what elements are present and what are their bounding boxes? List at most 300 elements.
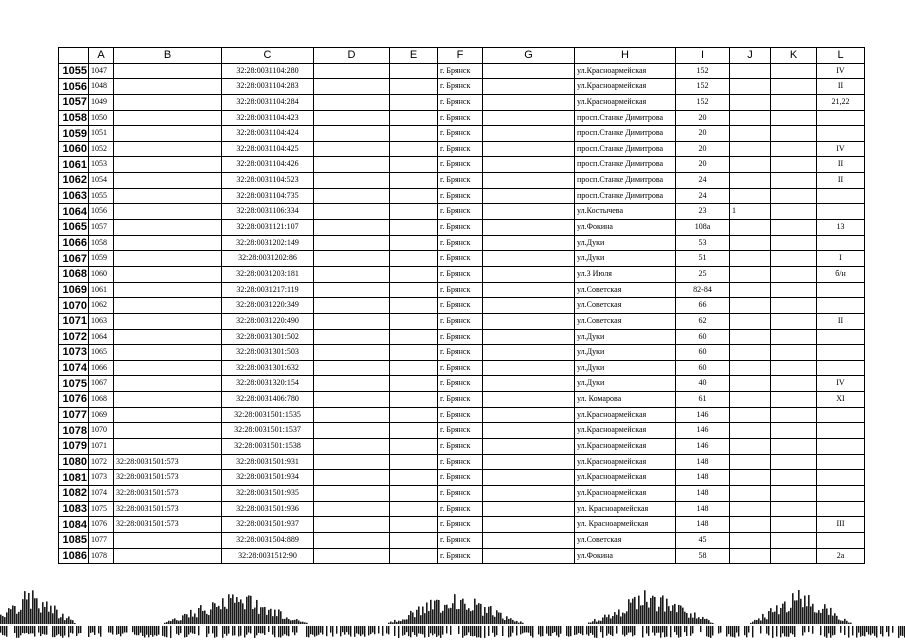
cell-e[interactable] <box>390 454 438 470</box>
cell-d[interactable] <box>314 439 390 455</box>
cell-i[interactable]: 60 <box>676 345 730 361</box>
cell-d[interactable] <box>314 235 390 251</box>
cell-l[interactable]: IV <box>817 63 865 79</box>
cell-f[interactable]: г. Брянск <box>438 548 483 564</box>
cell-a[interactable]: 1078 <box>89 548 114 564</box>
cell-j[interactable] <box>730 345 771 361</box>
cell-d[interactable] <box>314 454 390 470</box>
cell-g[interactable] <box>483 439 575 455</box>
column-header-e[interactable]: E <box>390 48 438 64</box>
cell-h[interactable]: ул.3 Июля <box>575 266 676 282</box>
cell-a[interactable]: 1074 <box>89 485 114 501</box>
cell-f[interactable]: г. Брянск <box>438 439 483 455</box>
cell-j[interactable] <box>730 423 771 439</box>
cell-i[interactable]: 61 <box>676 392 730 408</box>
row-number[interactable]: 1083 <box>59 501 89 517</box>
cell-d[interactable] <box>314 485 390 501</box>
cell-a[interactable]: 1076 <box>89 517 114 533</box>
cell-l[interactable]: 21,22 <box>817 94 865 110</box>
cell-f[interactable]: г. Брянск <box>438 110 483 126</box>
cell-b[interactable] <box>114 329 222 345</box>
cell-b[interactable] <box>114 282 222 298</box>
cell-a[interactable]: 1070 <box>89 423 114 439</box>
cell-c[interactable]: 32:28:0031104:426 <box>222 157 314 173</box>
cell-g[interactable] <box>483 298 575 314</box>
cell-h[interactable]: ул.Красноармейская <box>575 79 676 95</box>
cell-i[interactable]: 108а <box>676 220 730 236</box>
cell-g[interactable] <box>483 517 575 533</box>
cell-a[interactable]: 1049 <box>89 94 114 110</box>
cell-f[interactable]: г. Брянск <box>438 251 483 267</box>
cell-f[interactable]: г. Брянск <box>438 329 483 345</box>
cell-f[interactable]: г. Брянск <box>438 532 483 548</box>
cell-e[interactable] <box>390 282 438 298</box>
cell-d[interactable] <box>314 329 390 345</box>
cell-l[interactable] <box>817 532 865 548</box>
cell-k[interactable] <box>771 204 817 220</box>
cell-e[interactable] <box>390 63 438 79</box>
cell-e[interactable] <box>390 470 438 486</box>
cell-j[interactable] <box>730 266 771 282</box>
cell-h[interactable]: ул.Красноармейская <box>575 485 676 501</box>
cell-d[interactable] <box>314 501 390 517</box>
cell-c[interactable]: 32:28:0031217:119 <box>222 282 314 298</box>
cell-i[interactable]: 20 <box>676 126 730 142</box>
cell-b[interactable]: 32:28:0031501:573 <box>114 485 222 501</box>
cell-i[interactable]: 20 <box>676 110 730 126</box>
cell-c[interactable]: 32:28:0031220:490 <box>222 313 314 329</box>
row-number[interactable]: 1078 <box>59 423 89 439</box>
cell-j[interactable] <box>730 470 771 486</box>
cell-k[interactable] <box>771 173 817 189</box>
cell-f[interactable]: г. Брянск <box>438 345 483 361</box>
cell-c[interactable]: 32:28:0031501:1538 <box>222 439 314 455</box>
cell-c[interactable]: 32:28:0031202:149 <box>222 235 314 251</box>
cell-j[interactable] <box>730 298 771 314</box>
cell-b[interactable] <box>114 110 222 126</box>
cell-d[interactable] <box>314 188 390 204</box>
cell-b[interactable]: 32:28:0031501:573 <box>114 517 222 533</box>
cell-i[interactable]: 152 <box>676 94 730 110</box>
cell-a[interactable]: 1053 <box>89 157 114 173</box>
cell-f[interactable]: г. Брянск <box>438 376 483 392</box>
cell-b[interactable] <box>114 298 222 314</box>
cell-f[interactable]: г. Брянск <box>438 282 483 298</box>
cell-i[interactable]: 24 <box>676 188 730 204</box>
cell-j[interactable] <box>730 313 771 329</box>
cell-f[interactable]: г. Брянск <box>438 266 483 282</box>
cell-c[interactable]: 32:28:0031504:889 <box>222 532 314 548</box>
cell-j[interactable] <box>730 251 771 267</box>
cell-h[interactable]: ул.Красноармейская <box>575 454 676 470</box>
cell-a[interactable]: 1061 <box>89 282 114 298</box>
cell-d[interactable] <box>314 517 390 533</box>
cell-c[interactable]: 32:28:0031501:936 <box>222 501 314 517</box>
cell-b[interactable] <box>114 407 222 423</box>
cell-i[interactable]: 60 <box>676 360 730 376</box>
cell-i[interactable]: 146 <box>676 407 730 423</box>
cell-e[interactable] <box>390 313 438 329</box>
cell-g[interactable] <box>483 141 575 157</box>
cell-e[interactable] <box>390 94 438 110</box>
column-header-c[interactable]: C <box>222 48 314 64</box>
cell-b[interactable] <box>114 532 222 548</box>
cell-j[interactable] <box>730 392 771 408</box>
cell-c[interactable]: 32:28:0031104:283 <box>222 79 314 95</box>
cell-g[interactable] <box>483 110 575 126</box>
cell-f[interactable]: г. Брянск <box>438 188 483 204</box>
cell-e[interactable] <box>390 532 438 548</box>
cell-l[interactable] <box>817 345 865 361</box>
cell-c[interactable]: 32:28:0031501:935 <box>222 485 314 501</box>
cell-g[interactable] <box>483 407 575 423</box>
cell-g[interactable] <box>483 532 575 548</box>
cell-f[interactable]: г. Брянск <box>438 313 483 329</box>
cell-c[interactable]: 32:28:0031104:735 <box>222 188 314 204</box>
cell-k[interactable] <box>771 79 817 95</box>
cell-h[interactable]: ул.Дуки <box>575 360 676 376</box>
cell-i[interactable]: 25 <box>676 266 730 282</box>
cell-j[interactable] <box>730 501 771 517</box>
cell-k[interactable] <box>771 470 817 486</box>
row-number[interactable]: 1063 <box>59 188 89 204</box>
cell-h[interactable]: просп.Станке Димитрова <box>575 141 676 157</box>
cell-h[interactable]: ул.Дуки <box>575 329 676 345</box>
row-number[interactable]: 1080 <box>59 454 89 470</box>
row-number[interactable]: 1072 <box>59 329 89 345</box>
cell-k[interactable] <box>771 157 817 173</box>
cell-c[interactable]: 32:28:0031104:280 <box>222 63 314 79</box>
cell-j[interactable] <box>730 63 771 79</box>
cell-i[interactable]: 51 <box>676 251 730 267</box>
cell-h[interactable]: ул.Фокина <box>575 548 676 564</box>
cell-h[interactable]: ул.Дуки <box>575 345 676 361</box>
cell-a[interactable]: 1051 <box>89 126 114 142</box>
cell-a[interactable]: 1057 <box>89 220 114 236</box>
cell-i[interactable]: 146 <box>676 439 730 455</box>
cell-j[interactable] <box>730 376 771 392</box>
cell-a[interactable]: 1072 <box>89 454 114 470</box>
cell-b[interactable] <box>114 173 222 189</box>
cell-a[interactable]: 1058 <box>89 235 114 251</box>
cell-g[interactable] <box>483 266 575 282</box>
cell-c[interactable]: 32:28:0031501:931 <box>222 454 314 470</box>
cell-b[interactable]: 32:28:0031501:573 <box>114 501 222 517</box>
cell-b[interactable] <box>114 188 222 204</box>
cell-c[interactable]: 32:28:0031121:107 <box>222 220 314 236</box>
cell-b[interactable] <box>114 94 222 110</box>
cell-e[interactable] <box>390 517 438 533</box>
cell-h[interactable]: ул.Красноармейская <box>575 423 676 439</box>
column-header-f[interactable]: F <box>438 48 483 64</box>
cell-h[interactable]: ул. Красноармейская <box>575 501 676 517</box>
cell-h[interactable]: ул.Красноармейская <box>575 63 676 79</box>
cell-l[interactable] <box>817 298 865 314</box>
cell-i[interactable]: 40 <box>676 376 730 392</box>
cell-h[interactable]: ул.Советская <box>575 313 676 329</box>
cell-h[interactable]: ул.Фокина <box>575 220 676 236</box>
row-number[interactable]: 1070 <box>59 298 89 314</box>
cell-a[interactable]: 1069 <box>89 407 114 423</box>
cell-k[interactable] <box>771 532 817 548</box>
cell-j[interactable] <box>730 439 771 455</box>
cell-g[interactable] <box>483 470 575 486</box>
cell-h[interactable]: ул.Дуки <box>575 251 676 267</box>
cell-c[interactable]: 32:28:0031104:425 <box>222 141 314 157</box>
cell-j[interactable] <box>730 235 771 251</box>
cell-k[interactable] <box>771 188 817 204</box>
cell-f[interactable]: г. Брянск <box>438 204 483 220</box>
cell-l[interactable] <box>817 423 865 439</box>
cell-l[interactable] <box>817 360 865 376</box>
cell-h[interactable]: ул. Комарова <box>575 392 676 408</box>
cell-d[interactable] <box>314 94 390 110</box>
cell-l[interactable] <box>817 282 865 298</box>
row-number[interactable]: 1062 <box>59 173 89 189</box>
cell-d[interactable] <box>314 79 390 95</box>
cell-c[interactable]: 32:28:0031104:284 <box>222 94 314 110</box>
cell-k[interactable] <box>771 126 817 142</box>
cell-d[interactable] <box>314 470 390 486</box>
cell-g[interactable] <box>483 392 575 408</box>
row-number[interactable]: 1079 <box>59 439 89 455</box>
row-number[interactable]: 1077 <box>59 407 89 423</box>
cell-a[interactable]: 1064 <box>89 329 114 345</box>
cell-e[interactable] <box>390 423 438 439</box>
cell-i[interactable]: 60 <box>676 329 730 345</box>
cell-b[interactable] <box>114 126 222 142</box>
cell-g[interactable] <box>483 485 575 501</box>
row-number[interactable]: 1058 <box>59 110 89 126</box>
cell-b[interactable] <box>114 266 222 282</box>
cell-l[interactable]: I <box>817 251 865 267</box>
cell-a[interactable]: 1067 <box>89 376 114 392</box>
cell-l[interactable]: IV <box>817 376 865 392</box>
cell-g[interactable] <box>483 173 575 189</box>
cell-k[interactable] <box>771 345 817 361</box>
cell-h[interactable]: просп.Станке Димитрова <box>575 173 676 189</box>
cell-i[interactable]: 20 <box>676 157 730 173</box>
cell-l[interactable] <box>817 470 865 486</box>
cell-g[interactable] <box>483 204 575 220</box>
cell-f[interactable]: г. Брянск <box>438 407 483 423</box>
cell-e[interactable] <box>390 204 438 220</box>
cell-c[interactable]: 32:28:0031301:503 <box>222 345 314 361</box>
cell-b[interactable]: 32:28:0031501:573 <box>114 470 222 486</box>
cell-j[interactable] <box>730 485 771 501</box>
cell-k[interactable] <box>771 423 817 439</box>
cell-g[interactable] <box>483 235 575 251</box>
cell-d[interactable] <box>314 251 390 267</box>
cell-k[interactable] <box>771 141 817 157</box>
cell-e[interactable] <box>390 173 438 189</box>
cell-g[interactable] <box>483 63 575 79</box>
cell-e[interactable] <box>390 266 438 282</box>
cell-l[interactable] <box>817 235 865 251</box>
row-number[interactable]: 1071 <box>59 313 89 329</box>
cell-d[interactable] <box>314 392 390 408</box>
column-header-d[interactable]: D <box>314 48 390 64</box>
cell-h[interactable]: просп.Станке Димитрова <box>575 126 676 142</box>
row-number[interactable]: 1055 <box>59 63 89 79</box>
cell-d[interactable] <box>314 345 390 361</box>
row-number[interactable]: 1060 <box>59 141 89 157</box>
cell-a[interactable]: 1071 <box>89 439 114 455</box>
cell-f[interactable]: г. Брянск <box>438 220 483 236</box>
cell-l[interactable]: II <box>817 157 865 173</box>
cell-k[interactable] <box>771 94 817 110</box>
column-header-a[interactable]: A <box>89 48 114 64</box>
cell-j[interactable] <box>730 517 771 533</box>
row-number[interactable]: 1066 <box>59 235 89 251</box>
cell-l[interactable] <box>817 439 865 455</box>
cell-b[interactable] <box>114 63 222 79</box>
cell-e[interactable] <box>390 141 438 157</box>
cell-f[interactable]: г. Брянск <box>438 501 483 517</box>
cell-i[interactable]: 152 <box>676 63 730 79</box>
cell-c[interactable]: 32:28:0031501:937 <box>222 517 314 533</box>
cell-e[interactable] <box>390 298 438 314</box>
cell-h[interactable]: ул.Советская <box>575 532 676 548</box>
cell-k[interactable] <box>771 407 817 423</box>
cell-g[interactable] <box>483 94 575 110</box>
cell-d[interactable] <box>314 141 390 157</box>
cell-d[interactable] <box>314 360 390 376</box>
row-number[interactable]: 1084 <box>59 517 89 533</box>
cell-g[interactable] <box>483 360 575 376</box>
cell-e[interactable] <box>390 501 438 517</box>
cell-c[interactable]: 32:28:0031220:349 <box>222 298 314 314</box>
cell-d[interactable] <box>314 376 390 392</box>
cell-j[interactable] <box>730 532 771 548</box>
column-header-h[interactable]: H <box>575 48 676 64</box>
cell-d[interactable] <box>314 220 390 236</box>
cell-k[interactable] <box>771 220 817 236</box>
cell-i[interactable]: 152 <box>676 79 730 95</box>
cell-k[interactable] <box>771 501 817 517</box>
cell-h[interactable]: ул.Красноармейская <box>575 407 676 423</box>
cell-d[interactable] <box>314 266 390 282</box>
cell-c[interactable]: 32:28:0031104:424 <box>222 126 314 142</box>
row-number[interactable]: 1085 <box>59 532 89 548</box>
cell-c[interactable]: 32:28:0031501:1537 <box>222 423 314 439</box>
row-number[interactable]: 1082 <box>59 485 89 501</box>
row-number[interactable]: 1074 <box>59 360 89 376</box>
cell-e[interactable] <box>390 110 438 126</box>
cell-e[interactable] <box>390 220 438 236</box>
cell-a[interactable]: 1077 <box>89 532 114 548</box>
cell-f[interactable]: г. Брянск <box>438 63 483 79</box>
cell-j[interactable] <box>730 110 771 126</box>
cell-c[interactable]: 32:28:0031512:90 <box>222 548 314 564</box>
column-header-g[interactable]: G <box>483 48 575 64</box>
cell-c[interactable]: 32:28:0031106:334 <box>222 204 314 220</box>
cell-e[interactable] <box>390 126 438 142</box>
row-number[interactable]: 1059 <box>59 126 89 142</box>
cell-d[interactable] <box>314 313 390 329</box>
cell-i[interactable]: 148 <box>676 454 730 470</box>
column-header-j[interactable]: J <box>730 48 771 64</box>
cell-f[interactable]: г. Брянск <box>438 157 483 173</box>
row-number[interactable]: 1067 <box>59 251 89 267</box>
cell-j[interactable] <box>730 360 771 376</box>
cell-e[interactable] <box>390 407 438 423</box>
cell-a[interactable]: 1047 <box>89 63 114 79</box>
cell-h[interactable]: ул.Советская <box>575 282 676 298</box>
cell-f[interactable]: г. Брянск <box>438 126 483 142</box>
cell-c[interactable]: 32:28:0031301:632 <box>222 360 314 376</box>
cell-b[interactable]: 32:28:0031501:573 <box>114 454 222 470</box>
cell-a[interactable]: 1055 <box>89 188 114 204</box>
cell-h[interactable]: ул.Костычева <box>575 204 676 220</box>
row-number[interactable]: 1073 <box>59 345 89 361</box>
cell-a[interactable]: 1075 <box>89 501 114 517</box>
cell-a[interactable]: 1048 <box>89 79 114 95</box>
cell-d[interactable] <box>314 126 390 142</box>
row-number[interactable]: 1064 <box>59 204 89 220</box>
cell-a[interactable]: 1063 <box>89 313 114 329</box>
cell-g[interactable] <box>483 282 575 298</box>
cell-d[interactable] <box>314 532 390 548</box>
cell-b[interactable] <box>114 79 222 95</box>
cell-j[interactable] <box>730 188 771 204</box>
cell-j[interactable] <box>730 126 771 142</box>
cell-h[interactable]: ул.Советская <box>575 298 676 314</box>
cell-j[interactable] <box>730 220 771 236</box>
cell-l[interactable] <box>817 501 865 517</box>
cell-j[interactable] <box>730 329 771 345</box>
cell-k[interactable] <box>771 329 817 345</box>
cell-k[interactable] <box>771 485 817 501</box>
column-header-k[interactable]: K <box>771 48 817 64</box>
cell-k[interactable] <box>771 313 817 329</box>
cell-f[interactable]: г. Брянск <box>438 79 483 95</box>
cell-k[interactable] <box>771 454 817 470</box>
row-number[interactable]: 1076 <box>59 392 89 408</box>
cell-i[interactable]: 20 <box>676 141 730 157</box>
cell-j[interactable]: 1 <box>730 204 771 220</box>
cell-a[interactable]: 1052 <box>89 141 114 157</box>
cell-g[interactable] <box>483 501 575 517</box>
cell-b[interactable] <box>114 360 222 376</box>
cell-l[interactable] <box>817 110 865 126</box>
cell-e[interactable] <box>390 345 438 361</box>
cell-k[interactable] <box>771 517 817 533</box>
cell-d[interactable] <box>314 173 390 189</box>
column-header-l[interactable]: L <box>817 48 865 64</box>
cell-g[interactable] <box>483 157 575 173</box>
cell-k[interactable] <box>771 392 817 408</box>
cell-j[interactable] <box>730 173 771 189</box>
cell-f[interactable]: г. Брянск <box>438 470 483 486</box>
cell-a[interactable]: 1066 <box>89 360 114 376</box>
cell-b[interactable] <box>114 220 222 236</box>
cell-f[interactable]: г. Брянск <box>438 235 483 251</box>
row-number[interactable]: 1061 <box>59 157 89 173</box>
cell-e[interactable] <box>390 157 438 173</box>
cell-f[interactable]: г. Брянск <box>438 392 483 408</box>
cell-e[interactable] <box>390 251 438 267</box>
cell-b[interactable] <box>114 392 222 408</box>
cell-i[interactable]: 82-84 <box>676 282 730 298</box>
cell-j[interactable] <box>730 141 771 157</box>
cell-d[interactable] <box>314 423 390 439</box>
cell-c[interactable]: 32:28:0031320:154 <box>222 376 314 392</box>
cell-e[interactable] <box>390 329 438 345</box>
cell-e[interactable] <box>390 235 438 251</box>
cell-a[interactable]: 1060 <box>89 266 114 282</box>
cell-k[interactable] <box>771 360 817 376</box>
